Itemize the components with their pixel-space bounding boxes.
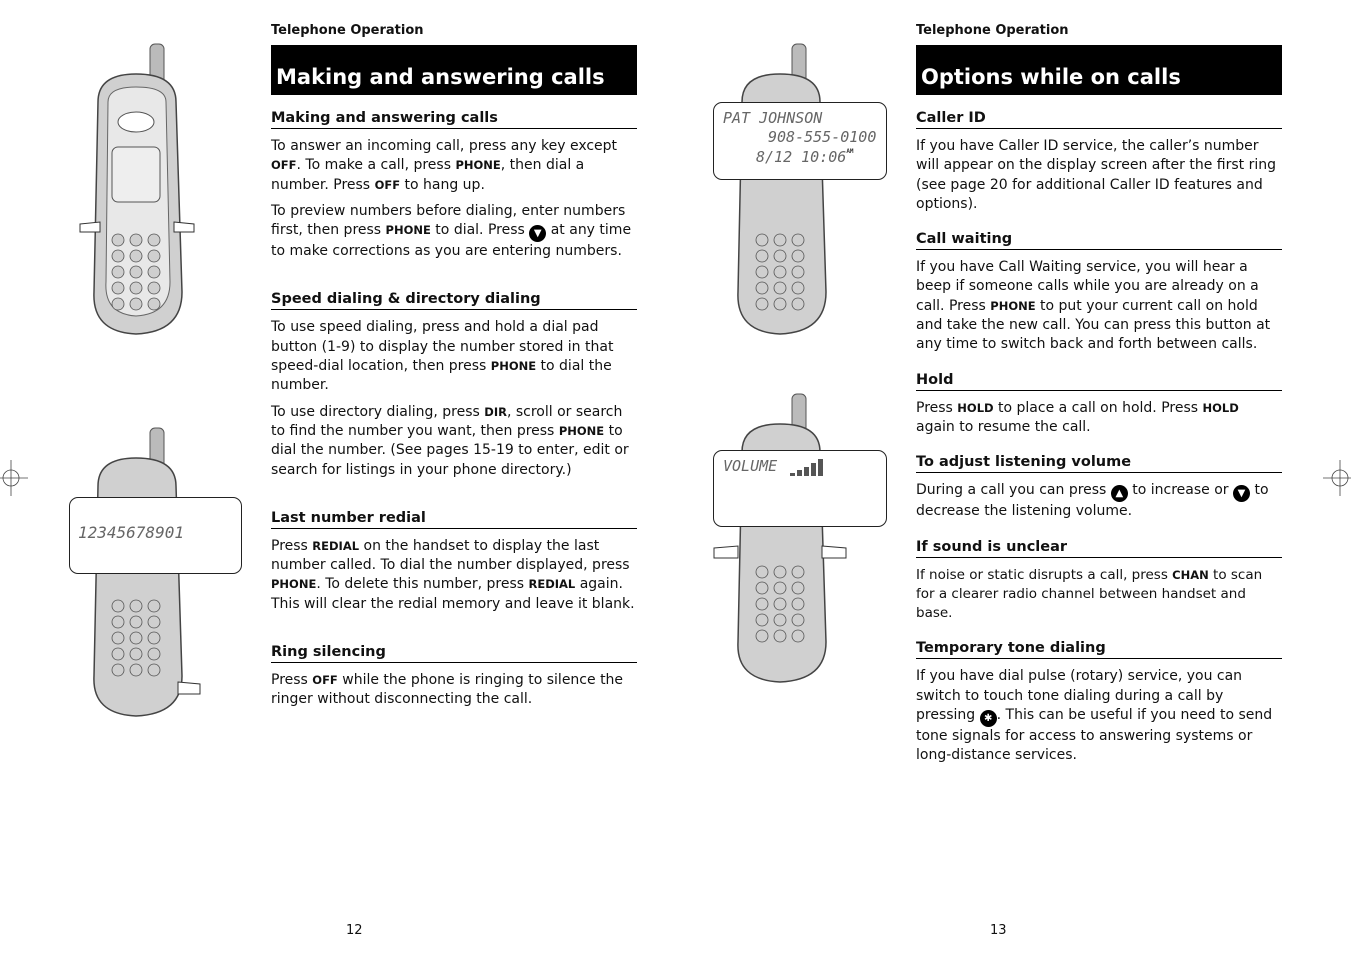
section-hold: [916, 372, 1282, 438]
section-redial: [271, 510, 637, 614]
section-title: Making and answering calls: [271, 110, 637, 129]
star-key-icon: ✱: [980, 710, 997, 727]
call-time: 8/12 $10:06^{AM}$: [756, 148, 854, 166]
paragraph: If you have dial pulse (rotary) service, you can switch to touch tone dialing during a call by pressing ✱ . This can be useful if you need to send tone signals for access to answering systems or long-distance services.: [916, 668, 1273, 764]
section-title: Ring silencing: [271, 644, 637, 663]
arrow-down-icon: ▼: [1233, 485, 1250, 502]
section-title: Call waiting: [916, 231, 1282, 250]
section-title: Speed dialing & directory dialing: [271, 291, 637, 310]
paragraph: To use directory dialing, press DIR, scroll or search to find the number you want, then press PHONE to dial the number. (See pages 15-19 to enter, edit or search for listings in your phone directory.): [271, 403, 629, 478]
content-column: [271, 110, 637, 727]
section-title: Caller ID: [916, 110, 1282, 129]
section-title: Hold: [916, 372, 1282, 391]
left-page: [0, 0, 675, 954]
arrow-up-icon: ▲: [1111, 485, 1128, 502]
section-sound-unclear: [916, 539, 1282, 624]
handset-illustration: [78, 42, 196, 337]
paragraph: To answer an incoming call, press any key except OFF. To make a call, press PHONE, then dial a number. Press OFF to hang up.: [271, 138, 618, 193]
volume-bars-icon: [790, 457, 824, 477]
paragraph: If noise or static disrupts a call, press CHAN to scan for a clearer radio channel between handset and base.: [916, 566, 1263, 622]
paragraph: Press REDIAL on the handset to display the last number called. To dial the number displayed, press PHONE. To delete this number, press REDIAL again. This will clear the redial memory and leave it blank.: [271, 537, 635, 612]
registration-mark-icon: [1321, 460, 1351, 496]
paragraph: To use speed dialing, press and hold a dial pad button (1-9) to display the number stored in that speed-dial location, then press PHONE to dial the number.: [271, 319, 614, 394]
section-tone-dialing: [916, 640, 1282, 765]
section-header: Telephone Operation: [916, 23, 1069, 38]
handset-illustration: [732, 42, 850, 337]
paragraph: If you have Caller ID service, the caller’s number will appear on the display screen after the first ring (see page 20 for additional Caller ID features and options).: [916, 138, 1276, 212]
section-speed-dialing: [271, 291, 637, 479]
paragraph: During a call you can press ▲ to increase or ▼ to decrease the listening volume.: [916, 482, 1269, 520]
volume-label: VOLUME: [723, 457, 778, 475]
caller-id-display: [713, 102, 887, 180]
section-making-calls: [271, 110, 637, 261]
caller-number: 908-555-0100: [768, 128, 877, 146]
section-title: To adjust listening volume: [916, 454, 1282, 473]
volume-display: [713, 450, 887, 527]
paragraph: Press HOLD to place a call on hold. Press HOLD again to resume the call.: [916, 399, 1239, 435]
paragraph: If you have Call Waiting service, you will hear a beep if someone calls while you are already on a call. Press PHONE to put your current call on hold and take the new call. You can press this button at any time to switch back and forth between calls.: [916, 259, 1271, 353]
section-title: Last number redial: [271, 510, 637, 529]
paragraph: To preview numbers before dialing, enter numbers first, then press PHONE to dial. Press ▼ at any time to make corrections as you are entering numbers.: [271, 202, 632, 260]
section-header: Telephone Operation: [271, 23, 424, 38]
section-ring-silencing: [271, 644, 637, 710]
handset-illustration: [712, 392, 852, 684]
caller-name: PAT JOHNSON: [723, 109, 823, 127]
section-title: If sound is unclear: [916, 539, 1282, 558]
content-column: [916, 110, 1282, 783]
page-title: Options while on calls: [916, 45, 1282, 95]
arrow-down-icon: ▼: [529, 225, 546, 242]
page-number: 13: [990, 923, 1007, 938]
section-caller-id: [916, 110, 1282, 214]
page-title: Making and answering calls: [271, 45, 637, 95]
registration-mark-icon: [0, 460, 30, 496]
right-page: [676, 0, 1351, 954]
section-volume: [916, 454, 1282, 521]
paragraph: Press OFF while the phone is ringing to silence the ringer without disconnecting the call.: [271, 672, 624, 708]
handset-display: [69, 497, 242, 574]
page-number: 12: [346, 923, 363, 938]
section-call-waiting: [916, 231, 1282, 354]
display-number: 12345678901: [78, 523, 184, 542]
section-title: Temporary tone dialing: [916, 640, 1282, 659]
